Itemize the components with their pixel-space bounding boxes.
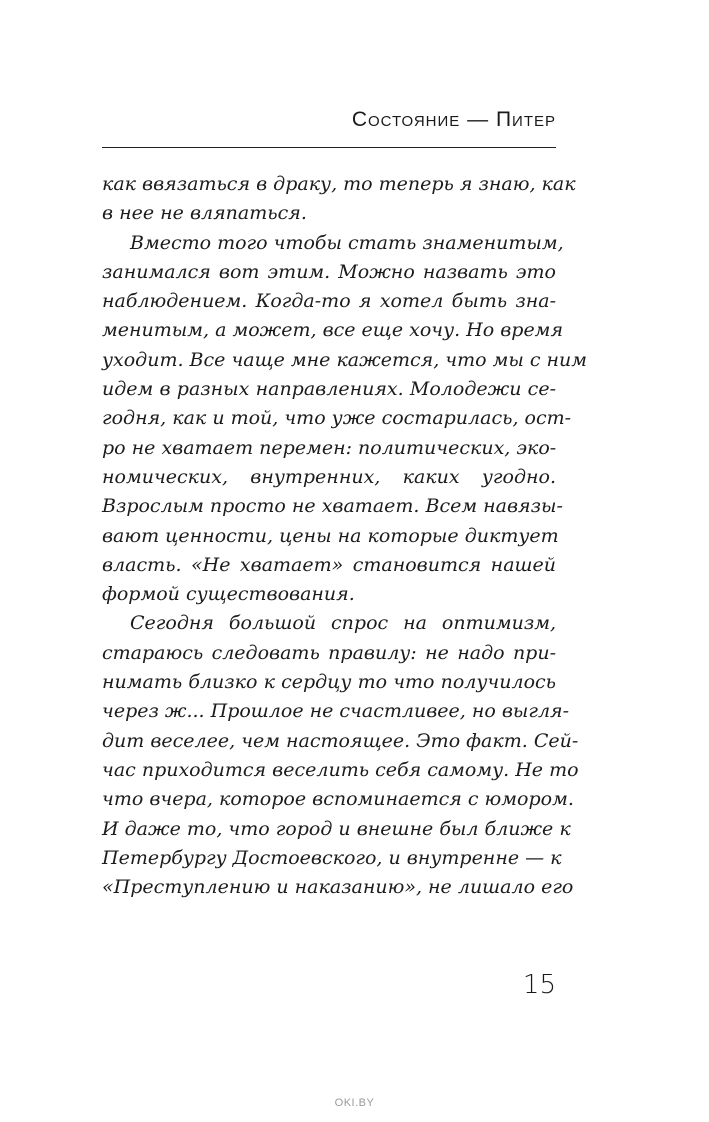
text-line: Взрослым просто не хватает. Всем навязы- bbox=[102, 495, 563, 518]
header-rule bbox=[102, 147, 556, 148]
text-line: вают ценности, цены на которые диктует bbox=[102, 524, 559, 547]
text-line: И даже то, что город и внешне был ближе к bbox=[102, 817, 571, 840]
text-line: «Преступлению и наказанию», не лишало его bbox=[102, 876, 574, 899]
text-line: годня, как и той, что уже состарилась, ост- bbox=[102, 407, 572, 430]
body-text bbox=[102, 170, 588, 902]
text-line: час приходится веселить себя самому. Не то bbox=[102, 758, 579, 781]
text-line: Вместо того чтобы стать знаменитым, bbox=[130, 231, 564, 254]
text-line: уходит. Все чаще мне кажется, что мы с ним bbox=[102, 348, 588, 371]
text-line: Сегодня большой спрос на оптимизм, bbox=[130, 612, 556, 635]
text-line: менитым, а может, все еще хочу. Но время bbox=[102, 319, 564, 342]
text-line: формой существования. bbox=[102, 583, 355, 606]
text-line: Петербургу Достоевского, и внутренне — к bbox=[102, 846, 562, 869]
text-line: что вчера, которое вспоминается с юмором. bbox=[102, 788, 574, 811]
running-head: Состояние — Питер bbox=[351, 108, 556, 131]
text-line: власть. «Не хватает» становится нашей bbox=[102, 553, 556, 576]
text-line: занимался вот этим. Можно назвать это bbox=[102, 260, 556, 283]
page-number: 15 bbox=[522, 970, 556, 1000]
watermark: OKI.BY bbox=[334, 1097, 375, 1109]
text-line: как ввязаться в драку, то теперь я знаю, как bbox=[102, 173, 576, 195]
text-line: в нее не вляпаться. bbox=[102, 202, 307, 225]
text-line: нимать близко к сердцу то что получилось bbox=[102, 671, 556, 694]
text-line: идем в разных направлениях. Молодежи се- bbox=[102, 378, 556, 401]
text-line: дит веселее, чем настоящее. Это факт. Сей- bbox=[102, 729, 579, 752]
text-line: стараюсь следовать правилу: не надо при- bbox=[102, 641, 556, 664]
text-line: номических, внутренних, каких угодно. bbox=[102, 465, 556, 488]
text-line: ро не хватает перемен: политических, эко- bbox=[102, 436, 557, 459]
text-line: через ж... Прошлое не счастливее, но выгля- bbox=[102, 700, 570, 723]
text-line: наблюдением. Когда-то я хотел быть зна- bbox=[102, 290, 556, 313]
